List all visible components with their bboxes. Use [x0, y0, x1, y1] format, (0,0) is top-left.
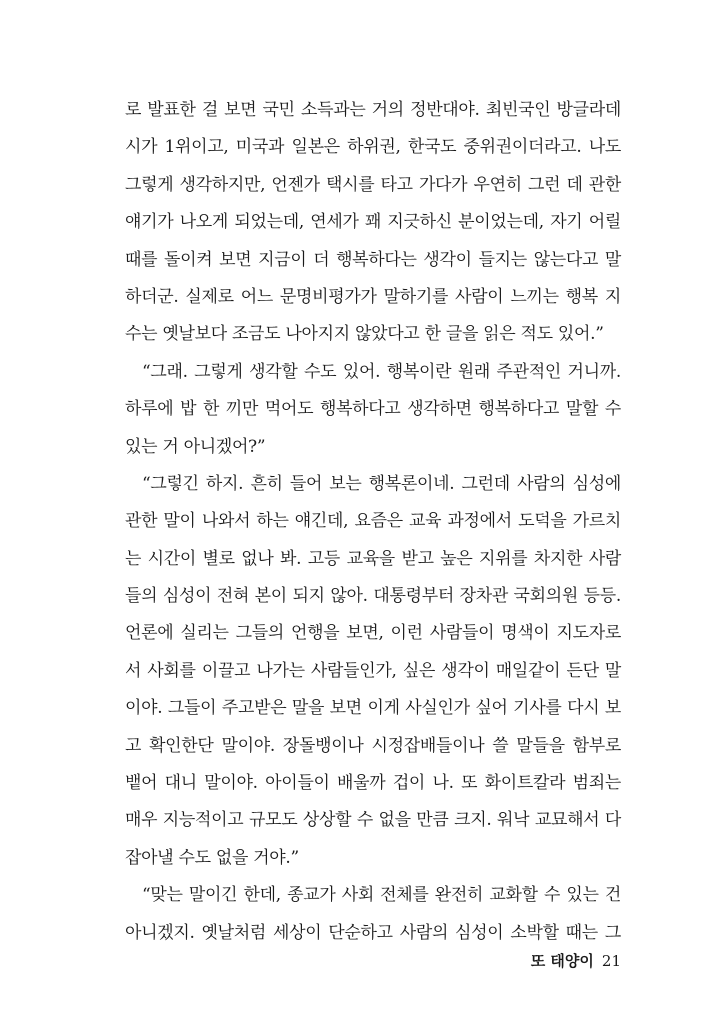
text-line: 는 시간이 별로 없나 봐. 고등 교육을 받고 높은 지위를 차지한 사람 [125, 548, 621, 569]
running-footer [531, 950, 621, 971]
page-number: 21 [601, 952, 621, 970]
running-title: 또 태양이 [530, 952, 594, 970]
text-line: 때를 돌이켜 보면 지금이 더 행복하다는 생각이 들지는 않는다고 말 [125, 249, 621, 270]
text-line: 잡아낼 수도 없을 거야.” [125, 847, 299, 868]
text-line: 언론에 실리는 그들의 언행을 보면, 이런 사람들이 명색이 지도자로 [125, 623, 621, 644]
page-body [125, 92, 621, 952]
text-line: 들의 심성이 전혀 본이 되지 않아. 대통령부터 장차관 국회의원 등등. [125, 586, 621, 607]
text-line: 관한 말이 나와서 하는 얘긴데, 요즘은 교육 과정에서 도덕을 가르치 [125, 511, 621, 532]
text-line: 수는 옛날보다 조금도 나아지지 않았다고 한 글을 읽은 적도 있어.” [125, 324, 604, 345]
text-line: 아니겠지. 옛날처럼 세상이 단순하고 사람의 심성이 소박할 때는 그 [125, 922, 621, 943]
text-line: 있는 거 아니겠어?” [125, 436, 266, 457]
text-line: “그렇긴 하지. 흔히 들어 보는 행복론이네. 그런데 사람의 심성에 [142, 473, 621, 494]
text-line: 하더군. 실제로 어느 문명비평가가 말하기를 사람이 느끼는 행복 지 [125, 286, 621, 307]
text-line: 로 발표한 걸 보면 국민 소득과는 거의 정반대야. 최빈국인 방글라데 [125, 100, 621, 120]
text-line: 고 확인한단 말이야. 장돌뱅이나 시정잡배들이나 쓸 말들을 함부로 [125, 735, 621, 756]
text-line: “맞는 말이긴 한데, 종교가 사회 전체를 완전히 교화할 수 있는 건 [142, 885, 621, 906]
text-line: “그래. 그렇게 생각할 수도 있어. 행복이란 원래 주관적인 거니까. [142, 361, 621, 382]
text-line: 뱉어 대니 말이야. 아이들이 배울까 겁이 나. 또 화이트칼라 범죄는 [125, 773, 621, 794]
text-line: 시가 1위이고, 미국과 일본은 하위권, 한국도 중위권이더라고. 나도 [125, 137, 621, 158]
text-line: 얘기가 나오게 되었는데, 연세가 꽤 지긋하신 분이었는데, 자기 어릴 [125, 212, 621, 233]
text-line: 이야. 그들이 주고받은 말을 보면 이게 사실인가 싶어 기사를 다시 보 [125, 698, 621, 719]
text-line: 그렇게 생각하지만, 언젠가 택시를 타고 가다가 우연히 그런 데 관한 [125, 174, 621, 195]
text-line: 서 사회를 이끌고 나가는 사람들인가, 싶은 생각이 매일같이 든단 말 [125, 660, 621, 681]
text-line: 하루에 밥 한 끼만 먹어도 행복하다고 생각하면 행복하다고 말할 수 [125, 399, 621, 420]
text-line: 매우 지능적이고 규모도 상상할 수 없을 만큼 크지. 워낙 교묘해서 다 [125, 810, 621, 831]
